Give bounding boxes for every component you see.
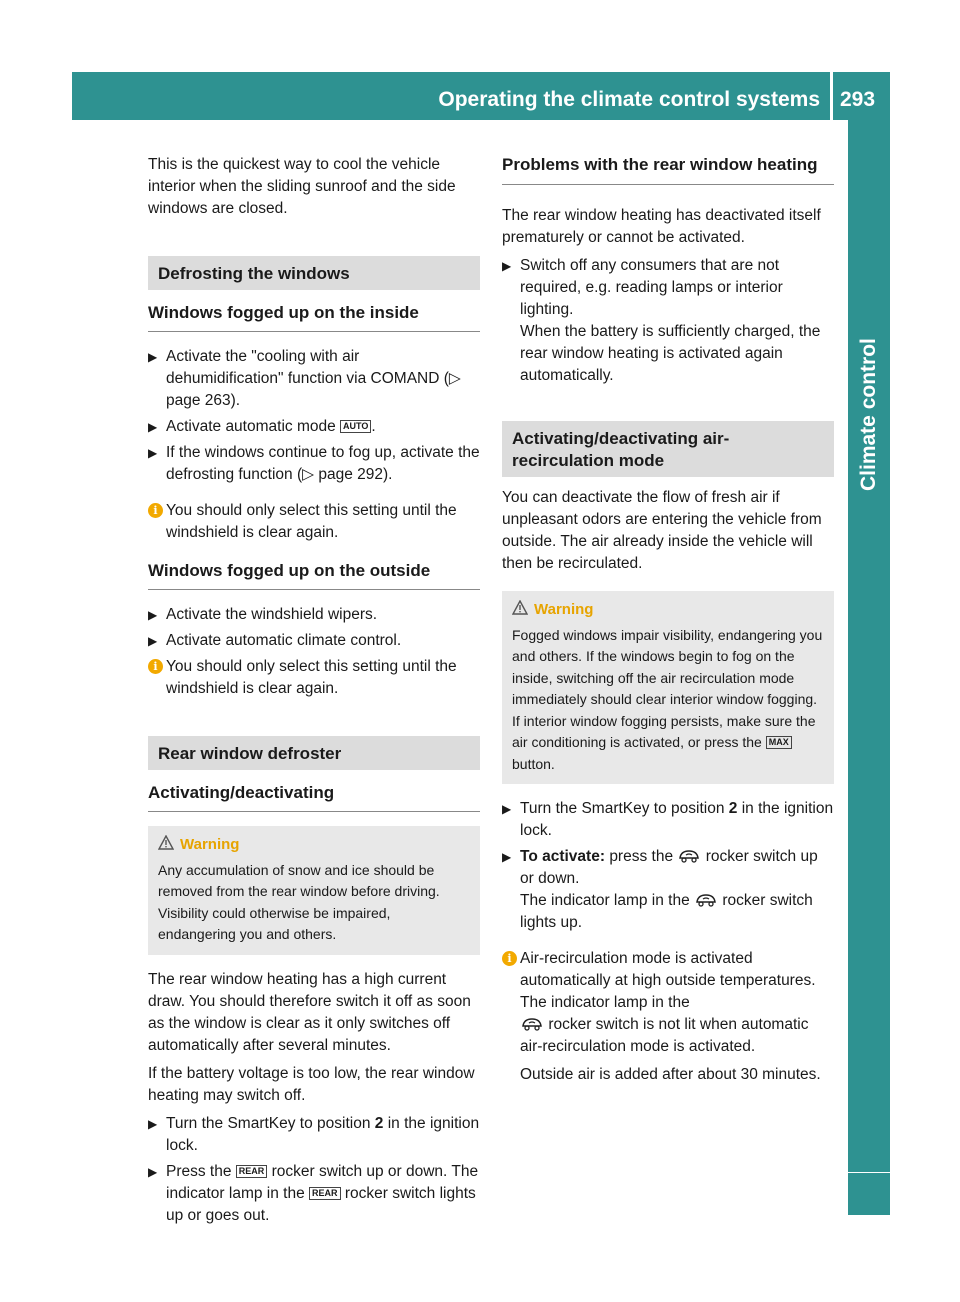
subheading-outside: Windows fogged up on the outside bbox=[148, 560, 480, 590]
intro-paragraph: This is the quickest way to cool the vehicle interior when the sliding sunroof and the side windows are closed. bbox=[148, 156, 456, 217]
air-recirculation-icon bbox=[694, 892, 718, 908]
info-note: i You should only select this setting until the windshield is clear again. bbox=[148, 500, 480, 544]
section-heading-rear-defroster: Rear window defroster bbox=[148, 736, 480, 770]
arrow-icon: ▶ bbox=[502, 259, 512, 273]
arrow-icon: ▶ bbox=[148, 1164, 158, 1179]
arrow-icon: ▶ bbox=[148, 350, 158, 364]
info-note: i You should only select this setting until the windshield is clear again. bbox=[148, 656, 480, 700]
heading-problems: Problems with the rear window heating bbox=[502, 154, 834, 185]
list-item: ▶ Activate automatic climate control. bbox=[148, 630, 480, 652]
info-icon: i bbox=[148, 503, 163, 518]
warning-text: Any accumulation of snow and ice should be removed from the rear window before driving. Visibility could otherwise be impaired, endangering you and others. bbox=[158, 861, 440, 942]
list-item: ▶ Switch off any consumers that are not required, e.g. reading lamps or interior lighting. When the battery is sufficiently charged, the rear window heating is activated again automatically. bbox=[502, 257, 821, 384]
subheading-inside: Windows fogged up on the inside bbox=[148, 302, 480, 332]
list-item: ▶ Turn the SmartKey to position 2 in the ignition lock. bbox=[502, 800, 834, 839]
list-item: ▶ Turn the SmartKey to position 2 in the ignition lock. bbox=[148, 1114, 480, 1154]
warning-title: Warning bbox=[158, 834, 470, 856]
paragraph: If the battery voltage is too low, the rear window heating may switch off. bbox=[148, 1064, 475, 1104]
arrow-icon: ▶ bbox=[502, 850, 512, 864]
warning-triangle-icon bbox=[512, 600, 528, 615]
warning-box bbox=[148, 826, 480, 955]
section-heading-defrosting: Defrosting the windows bbox=[148, 256, 480, 290]
arrow-icon: ▶ bbox=[148, 1116, 158, 1131]
list-item: ▶ Activate automatic mode AUTO . bbox=[148, 416, 480, 438]
arrow-icon: ▶ bbox=[148, 608, 158, 622]
right-column bbox=[502, 154, 834, 1092]
info-icon: i bbox=[148, 659, 163, 674]
header-divider bbox=[830, 72, 833, 120]
paragraph: The rear window heating has deactivated itself prematurely or cannot be activated. bbox=[502, 207, 821, 246]
page-title: Operating the climate control systems bbox=[438, 88, 820, 111]
side-tab bbox=[848, 120, 890, 1172]
header-bar bbox=[72, 72, 890, 120]
info-note: i Air-recirculation mode is activated automatically at high outside temperatures. The indicator lamp in the rocker switch is not lit when automatic air-recirculation mode is activated. Outside air is added after about 30 minutes. bbox=[502, 948, 834, 1086]
page-number: 293 bbox=[840, 88, 876, 111]
list-item: ▶ Activate the "cooling with air dehumidification" function via COMAND (▷ page 263). bbox=[148, 348, 461, 409]
warning-box bbox=[502, 591, 834, 784]
warning-triangle-icon bbox=[158, 835, 174, 850]
rear-defrost-icon: REAR bbox=[309, 1187, 341, 1200]
arrow-icon: ▶ bbox=[502, 802, 512, 816]
paragraph: The rear window heating has a high current draw. You should therefore switch it off as soon as the window is clear as it only switches off automatically after several minutes. bbox=[148, 970, 471, 1054]
warning-text: Fogged windows impair visibility, endangering you and others. If the windows begin to fog on the inside, switching off the air recirculation mode immediately should clear interior window fogging. If interior window fogging persists, make sure the air conditioning is activated, or press the MAX button. bbox=[512, 626, 823, 772]
section-heading-recirculation: Activating/deactivating air-recirculation mode bbox=[502, 421, 834, 477]
air-recirculation-icon bbox=[520, 1016, 544, 1032]
arrow-icon: ▶ bbox=[148, 446, 158, 460]
list-item: ▶ Activate the windshield wipers. bbox=[148, 604, 480, 626]
warning-title: Warning bbox=[512, 599, 824, 621]
rear-defrost-icon: REAR bbox=[236, 1165, 268, 1178]
list-item: ▶ Press the REAR rocker switch up or down. The indicator lamp in the REAR rocker switch lights up or goes out. bbox=[148, 1162, 479, 1224]
max-defrost-icon: MAX bbox=[766, 736, 792, 749]
air-recirculation-icon bbox=[677, 848, 701, 864]
left-column bbox=[148, 154, 480, 1231]
list-item: ▶ To activate: press the rocker switch up or down. The indicator lamp in the rocker switch lights up. bbox=[502, 848, 818, 931]
info-icon: i bbox=[502, 951, 517, 966]
list-item: ▶ If the windows continue to fog up, activate the defrosting function (▷ page 292). bbox=[148, 444, 480, 483]
arrow-icon: ▶ bbox=[148, 420, 158, 434]
arrow-icon: ▶ bbox=[148, 634, 158, 648]
auto-button-icon: AUTO bbox=[340, 420, 371, 433]
side-tab-marker bbox=[848, 1173, 890, 1215]
paragraph: You can deactivate the flow of fresh air if unpleasant odors are entering the vehicle from outside. The air already inside the vehicle will then be recirculated. bbox=[502, 489, 822, 572]
subheading-activating: Activating/deactivating bbox=[148, 782, 480, 812]
side-tab-label: Climate control bbox=[857, 338, 880, 492]
